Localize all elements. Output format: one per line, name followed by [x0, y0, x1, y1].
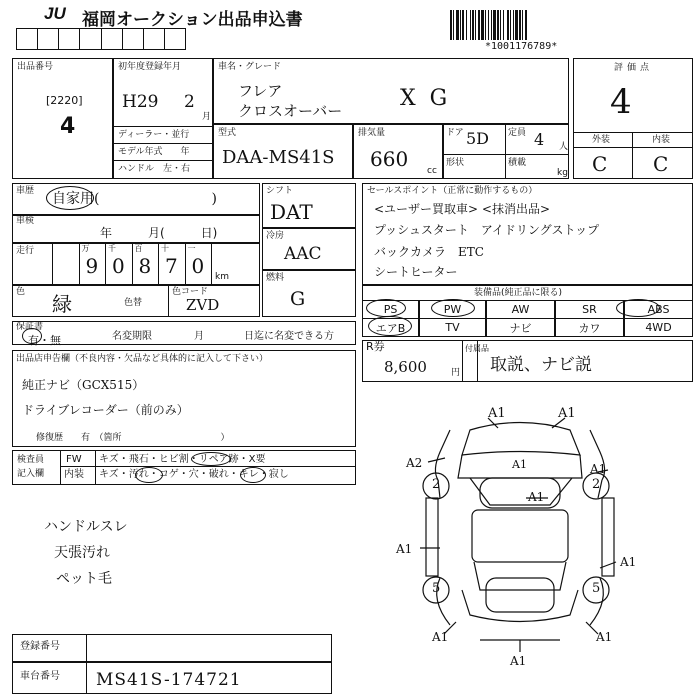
- seats-value: 4: [534, 130, 545, 149]
- dealer-label: ディーラー・並行: [118, 130, 190, 140]
- damage-circle-number: 5: [432, 581, 441, 596]
- usage-value: 自家用( ): [52, 191, 217, 207]
- first-registration-label: 初年度登録年月: [118, 62, 182, 72]
- ac-value: AAC: [284, 244, 322, 264]
- sales-point-4: シートヒーター: [374, 265, 458, 279]
- lot-number-label: 出品番号: [17, 62, 54, 72]
- lot-number-sub: [2220]: [46, 94, 83, 107]
- vehicle-name-line1: フレア: [238, 82, 283, 100]
- interior-label: 内装: [652, 135, 671, 145]
- mileage-digit: 7: [165, 254, 178, 278]
- auction-logo: JU: [44, 4, 66, 23]
- displacement-label: 排気量: [358, 128, 386, 138]
- registration-number-box: [12, 634, 332, 662]
- lot-number: 4: [60, 114, 76, 139]
- registration-month: 2: [184, 92, 195, 112]
- mileage-digit: 8: [138, 254, 152, 278]
- equipment-sr: SR: [555, 300, 624, 319]
- model-value: DAA-MS41S: [222, 147, 335, 168]
- equipment-airbag: エアB: [362, 318, 419, 337]
- shape-label: 形状: [446, 158, 465, 168]
- mileage-digit: 0: [191, 254, 205, 278]
- note-line-3: ペット毛: [56, 571, 112, 587]
- inspector-inside-text: キズ・汚れ・コゲ・穴・破れ・キレ・寂し: [99, 469, 289, 480]
- shift-value: DAT: [270, 200, 313, 224]
- mileage-unit: km: [215, 272, 229, 282]
- equipment-aw: AW: [486, 300, 555, 319]
- warranty-value: 有・無: [28, 334, 61, 347]
- interior-grade: C: [653, 152, 669, 176]
- note-line-2: 天張汚れ: [54, 545, 110, 561]
- capacity-label: 積載: [508, 158, 527, 168]
- color-label: 色: [16, 287, 26, 297]
- fuel-value: G: [290, 288, 306, 310]
- inspector-inside: 内装: [64, 469, 84, 480]
- transfer-month: 月: [194, 331, 204, 342]
- damage-circle-number: 2: [432, 477, 441, 492]
- seats-unit: 人: [559, 142, 569, 152]
- sales-points-label: セールスポイント（正常に動作するもの）: [367, 186, 538, 196]
- sales-point-2: プッシュスタート アイドリングストップ: [374, 223, 600, 237]
- registration-year: H29: [122, 92, 159, 112]
- damage-circle-number: 5: [592, 581, 601, 596]
- equipment-pw: PW: [419, 300, 486, 319]
- form-title: 福岡オークション出品申込書: [82, 10, 303, 30]
- inspector-fw-text: キズ・飛石・ヒビ割・リペア跡・X要: [99, 454, 266, 465]
- vehicle-name-label: 車名・グレード: [218, 62, 282, 72]
- damage-label: A1: [620, 555, 637, 569]
- transfer-deadline-label: 名変期限: [112, 331, 152, 342]
- declaration-line-1: 純正ナビ（GCX515）: [22, 378, 145, 392]
- vehicle-name-line2: クロスオーバー: [238, 102, 343, 120]
- exterior-grade: C: [592, 152, 608, 176]
- inspection-value: 年 月( 日): [100, 226, 218, 240]
- equipment-label: 装備品(純正品に限る): [474, 288, 563, 298]
- repair-history: 修復歴 有 （箇所 ）: [36, 433, 230, 443]
- accessories-label: 付属品: [465, 344, 489, 353]
- shift-label: シフト: [266, 186, 294, 196]
- damage-label: A1: [396, 542, 413, 556]
- recycle-value: 8,600: [384, 358, 427, 376]
- mileage-label: 走行: [16, 246, 35, 256]
- declaration-line-2: ドライブレコーダー（前のみ）: [22, 403, 189, 417]
- vehicle-grade: XG: [400, 86, 462, 111]
- exterior-label: 外装: [592, 135, 611, 145]
- mileage-digits: 万 9 千 0 百 8 十 7 一 0: [52, 244, 212, 284]
- registration-month-unit: 月: [202, 112, 212, 122]
- sales-point-1: <ユーザー買取車> <抹消出品>: [374, 202, 551, 216]
- damage-label: A1: [432, 630, 449, 644]
- registration-number-label: 登録番号: [20, 641, 60, 652]
- color-code-label: 色コード: [172, 287, 209, 297]
- damage-label: A1: [510, 654, 527, 668]
- damage-circle-number: 2: [592, 477, 601, 492]
- accessories-value: 取説、ナビ説: [490, 355, 592, 375]
- note-line-1: ハンドルスレ: [44, 519, 128, 535]
- inspector-fw: FW: [66, 454, 82, 465]
- recycle-label: R券: [366, 340, 385, 353]
- capacity-unit: kg: [557, 168, 568, 178]
- model-year-label: モデル年式 年: [118, 147, 190, 157]
- model-label: 型式: [218, 128, 237, 138]
- inspector-label-2: 記入欄: [17, 469, 45, 479]
- damage-label: A1: [528, 490, 545, 504]
- equipment-tv: TV: [419, 318, 486, 337]
- fuel-label: 燃料: [266, 273, 285, 283]
- equipment-leather: カワ: [555, 318, 624, 337]
- ac-label: 冷房: [266, 231, 285, 241]
- equipment-abs: ABS: [624, 300, 693, 319]
- displacement-value: 660: [370, 147, 409, 171]
- equipment-ps: PS: [362, 300, 419, 319]
- transfer-note: 日迄に名変できる方: [244, 331, 334, 342]
- handle-label: ハンドル 左・右: [118, 164, 191, 174]
- damage-label: A1: [558, 406, 576, 421]
- mileage-digit: 0: [112, 254, 125, 278]
- recycle-yen: 円: [451, 368, 461, 378]
- barcode-number: *1001176789*: [485, 41, 558, 52]
- damage-label: A1: [512, 458, 527, 471]
- doors-label: ドア: [446, 128, 464, 138]
- chassis-number-value: MS41S-174721: [96, 670, 242, 690]
- seats-label: 定員: [508, 128, 527, 138]
- mileage-digit: 9: [85, 254, 99, 278]
- equipment-navi: ナビ: [486, 318, 555, 337]
- score-label: 評価点: [614, 63, 654, 73]
- doors-value: 5D: [466, 129, 490, 148]
- color-change-label: 色替: [124, 298, 143, 308]
- inspector-label-1: 検査員: [17, 455, 45, 465]
- declaration-label: 出品店申告欄（不良内容・欠品など具体的に記入して下さい）: [16, 354, 269, 364]
- chassis-number-label: 車台番号: [20, 671, 60, 682]
- damage-label: A1: [590, 462, 607, 476]
- damage-label: A2: [406, 456, 423, 470]
- color-code-value: ZVD: [186, 296, 220, 314]
- damage-label: A1: [596, 630, 613, 644]
- color-value: 緑: [52, 292, 72, 316]
- equipment-4wd: 4WD: [624, 318, 693, 337]
- damage-label: A1: [488, 406, 506, 421]
- warranty-label: 保証書: [16, 322, 44, 332]
- score-value: 4: [610, 82, 632, 122]
- sales-point-3: バックカメラ ETC: [374, 245, 484, 259]
- displacement-unit: cc: [427, 166, 437, 176]
- usage-label: 車歴: [16, 186, 35, 196]
- inspection-label: 車検: [16, 216, 35, 226]
